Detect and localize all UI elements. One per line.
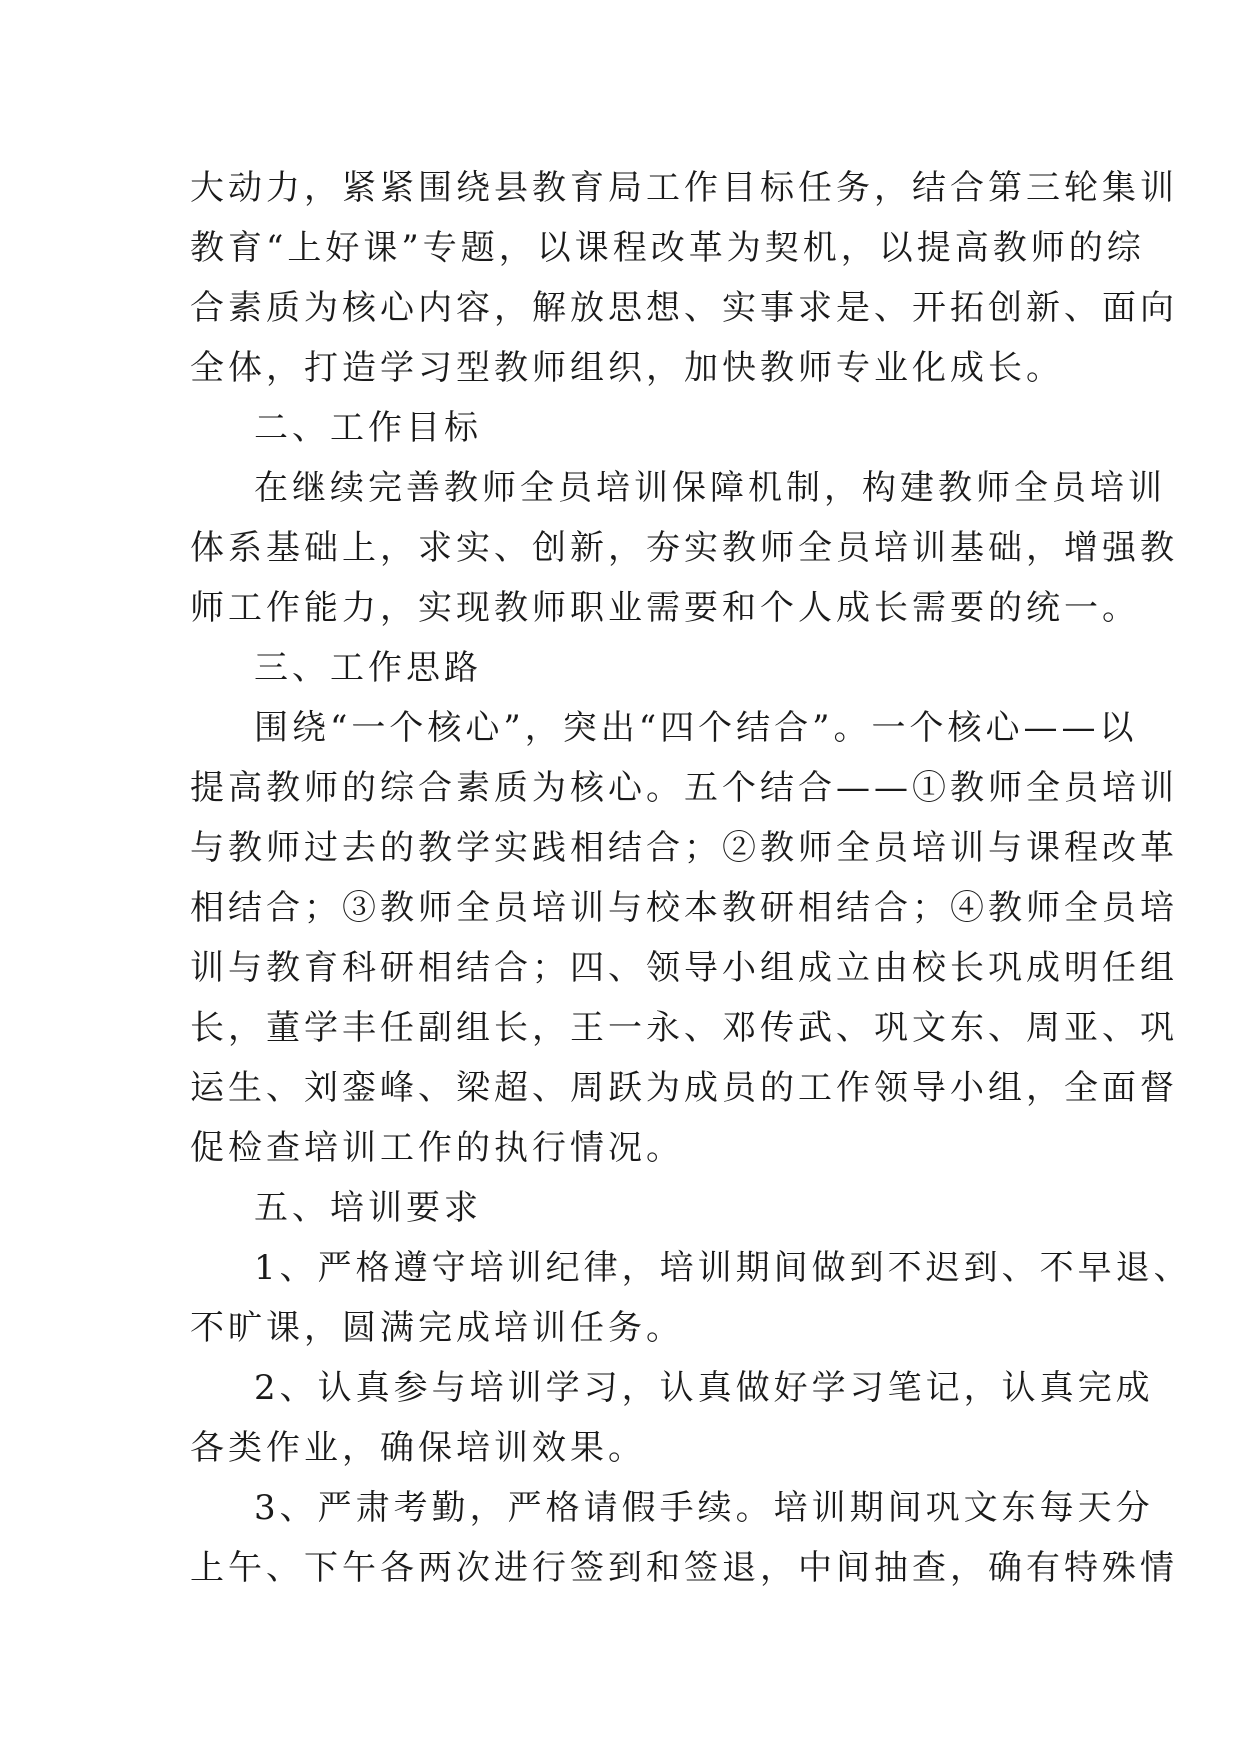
text-line: 相结合；③教师全员培训与校本教研相结合；④教师全员培 (190, 888, 1178, 928)
text-line: 提高教师的综合素质为核心。五个结合——①教师全员培训 (190, 768, 1178, 808)
text-line: 全体，打造学习型教师组织，加快教师专业化成长。 (190, 348, 1064, 388)
text-line: 体系基础上，求实、创新，夯实教师全员培训基础，增强教 (190, 528, 1178, 568)
text-line: 长，董学丰任副组长，王一永、邓传武、巩文东、周亚、巩 (190, 1008, 1178, 1048)
text-line: 1、严格遵守培训纪律，培训期间做到不迟到、不早退、 (254, 1248, 1192, 1288)
section-heading-training-requirements: 五、培训要求 (254, 1188, 482, 1228)
text-line: 大动力，紧紧围绕县教育局工作目标任务，结合第三轮集训 (190, 168, 1178, 208)
text-line: 训与教育科研相结合；四、领导小组成立由校长巩成明任组 (190, 948, 1178, 988)
text-line: 不旷课，圆满完成培训任务。 (190, 1308, 684, 1348)
text-line: 促检查培训工作的执行情况。 (190, 1128, 684, 1168)
text-line: 运生、刘銮峰、梁超、周跃为成员的工作领导小组，全面督 (190, 1068, 1178, 1108)
text-line: 3、严肃考勤，严格请假手续。培训期间巩文东每天分 (254, 1488, 1154, 1528)
section-heading-work-goals: 二、工作目标 (254, 408, 482, 448)
text-line: 与教师过去的教学实践相结合；②教师全员培训与课程改革 (190, 828, 1178, 868)
text-line: 合素质为核心内容，解放思想、实事求是、开拓创新、面向 (190, 288, 1178, 328)
text-line: 上午、下午各两次进行签到和签退，中间抽查，确有特殊情 (190, 1548, 1178, 1588)
text-line: 师工作能力，实现教师职业需要和个人成长需要的统一。 (190, 588, 1140, 628)
text-line: 2、认真参与培训学习，认真做好学习笔记，认真完成 (254, 1368, 1154, 1408)
text-line: 教育“上好课”专题，以课程改革为契机，以提高教师的综 (190, 228, 1145, 268)
text-line: 围绕“一个核心”，突出“四个结合”。一个核心——以 (254, 708, 1138, 748)
text-line: 各类作业，确保培训效果。 (190, 1428, 646, 1468)
text-line: 在继续完善教师全员培训保障机制，构建教师全员培训 (254, 468, 1166, 508)
section-heading-work-approach: 三、工作思路 (254, 648, 482, 688)
document-body (190, 158, 1192, 1598)
